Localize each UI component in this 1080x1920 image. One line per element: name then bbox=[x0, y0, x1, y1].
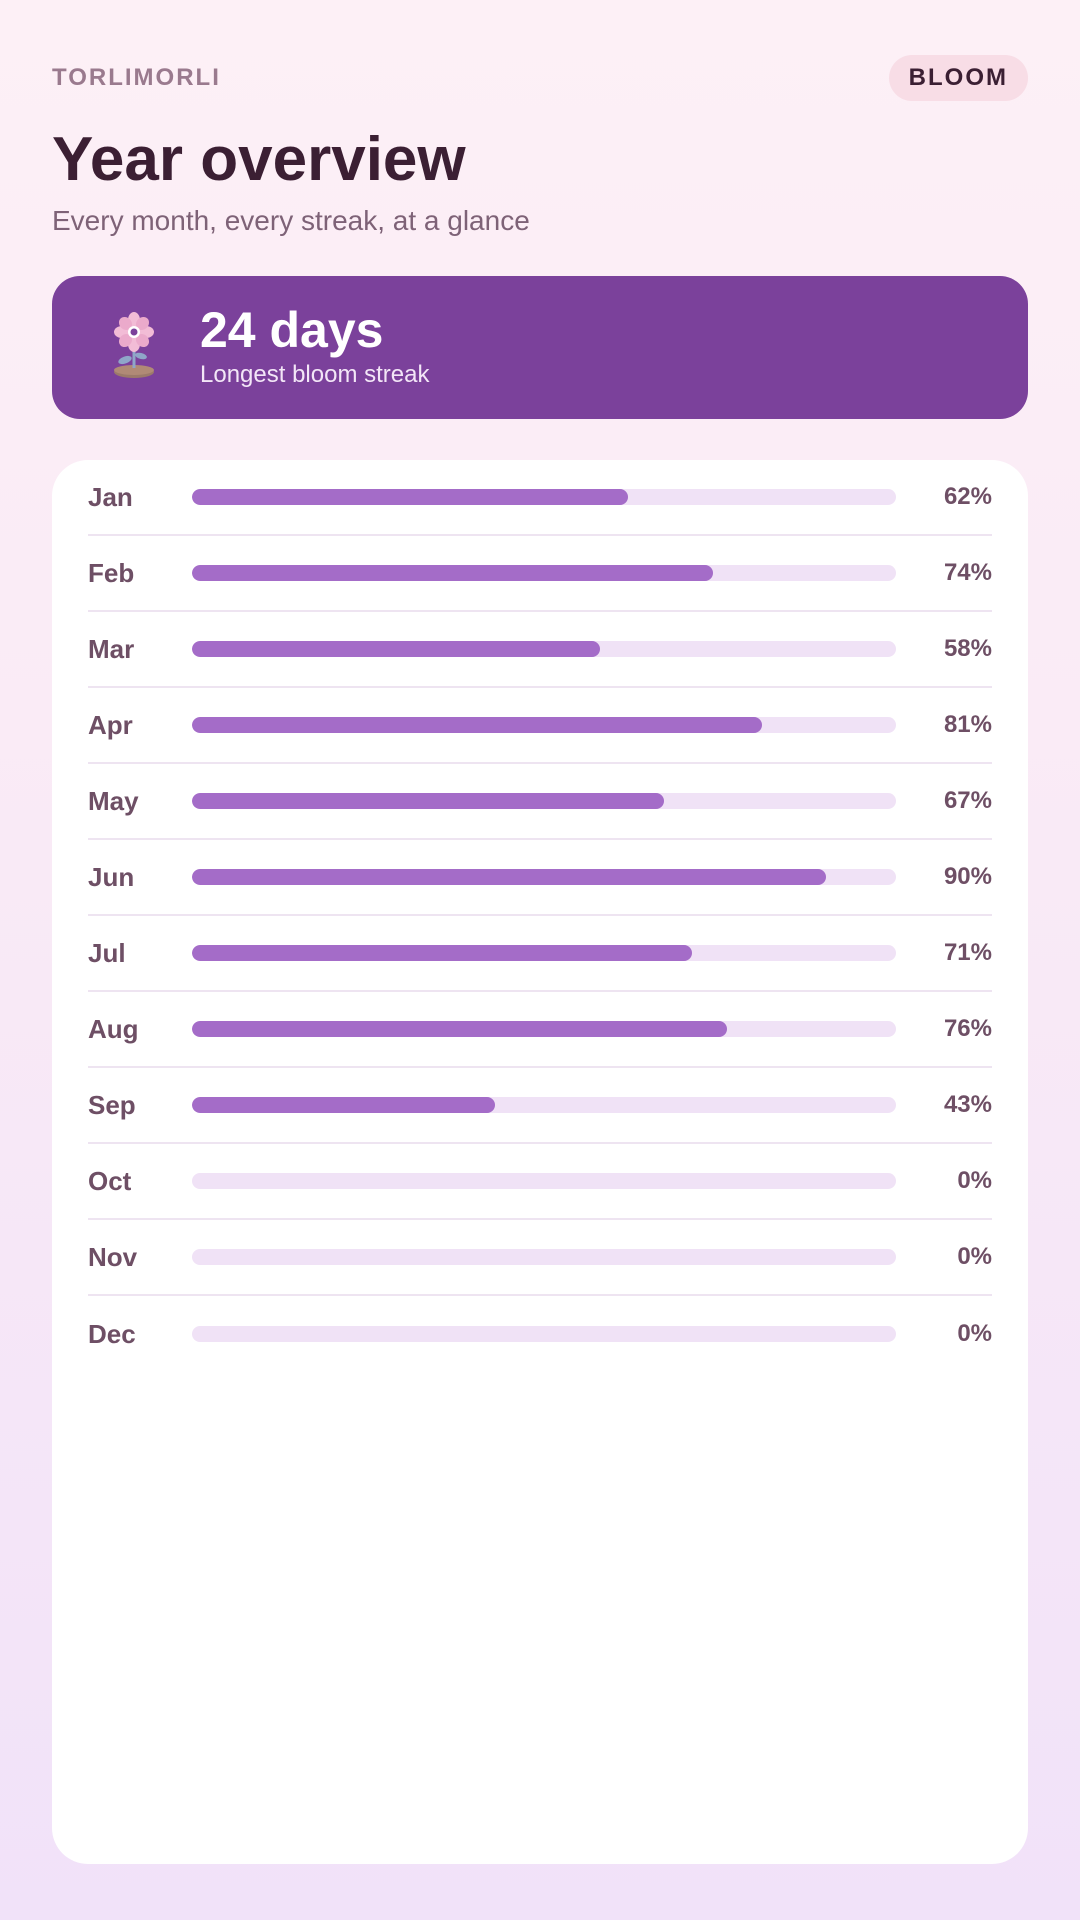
progress-fill bbox=[192, 1097, 495, 1113]
month-name: Jul bbox=[88, 937, 126, 968]
month-row-nov[interactable] bbox=[88, 1220, 992, 1296]
month-percent: 74% bbox=[943, 559, 992, 586]
progress-fill bbox=[192, 641, 600, 657]
page-title: Year overview bbox=[52, 125, 466, 194]
month-percent: 67% bbox=[943, 787, 992, 814]
progress-track bbox=[192, 489, 896, 505]
month-name: Jun bbox=[88, 861, 135, 892]
month-name: Nov bbox=[88, 1241, 138, 1272]
month-row-apr[interactable] bbox=[88, 688, 992, 764]
streak-label: Longest bloom streak bbox=[200, 361, 430, 388]
month-percent: 0% bbox=[957, 1243, 992, 1270]
progress-fill bbox=[192, 869, 826, 885]
month-percent: 0% bbox=[957, 1320, 992, 1347]
month-row-mar[interactable] bbox=[88, 612, 992, 688]
month-row-feb[interactable] bbox=[88, 536, 992, 612]
month-name: Sep bbox=[88, 1089, 136, 1120]
month-percent: 58% bbox=[943, 635, 992, 662]
progress-fill bbox=[192, 489, 628, 505]
flower-icon bbox=[106, 310, 162, 386]
progress-track bbox=[192, 565, 896, 581]
month-percent: 76% bbox=[943, 1015, 992, 1042]
month-row-aug[interactable] bbox=[88, 992, 992, 1068]
month-row-sep[interactable] bbox=[88, 1068, 992, 1144]
month-name: Dec bbox=[88, 1318, 136, 1349]
month-percent: 0% bbox=[957, 1167, 992, 1194]
progress-fill bbox=[192, 1021, 727, 1037]
month-name: Feb bbox=[88, 557, 135, 588]
month-name: Aug bbox=[88, 1013, 139, 1044]
month-name: Oct bbox=[88, 1165, 132, 1196]
month-percent: 90% bbox=[943, 863, 992, 890]
progress-fill bbox=[192, 945, 692, 961]
progress-track bbox=[192, 945, 896, 961]
bloom-badge[interactable]: BLOOM bbox=[889, 55, 1028, 101]
progress-fill bbox=[192, 565, 713, 581]
month-row-jul[interactable] bbox=[88, 916, 992, 992]
brand-name: TORLIMORLI bbox=[52, 64, 221, 91]
month-name: Apr bbox=[88, 709, 133, 740]
progress-track bbox=[192, 1097, 896, 1113]
month-percent: 71% bbox=[943, 939, 992, 966]
streak-card bbox=[52, 276, 1028, 419]
progress-track bbox=[192, 793, 896, 809]
month-name: May bbox=[88, 785, 139, 816]
page-subtitle: Every month, every streak, at a glance bbox=[52, 205, 530, 236]
month-row-may[interactable] bbox=[88, 764, 992, 840]
progress-track bbox=[192, 641, 896, 657]
progress-track bbox=[192, 869, 896, 885]
progress-fill bbox=[192, 717, 762, 733]
month-row-oct[interactable] bbox=[88, 1144, 992, 1220]
progress-fill bbox=[192, 793, 664, 809]
progress-track bbox=[192, 1021, 896, 1037]
month-name: Jan bbox=[88, 481, 133, 512]
progress-track bbox=[192, 717, 896, 733]
month-percent: 43% bbox=[943, 1091, 992, 1118]
months-card bbox=[52, 460, 1028, 1864]
streak-value: 24 days bbox=[200, 302, 384, 358]
progress-track bbox=[192, 1326, 896, 1342]
progress-track bbox=[192, 1249, 896, 1265]
header bbox=[52, 55, 1028, 101]
progress-track bbox=[192, 1173, 896, 1189]
month-name: Mar bbox=[88, 633, 135, 664]
month-row-dec[interactable] bbox=[88, 1296, 992, 1372]
month-percent: 81% bbox=[943, 711, 992, 738]
month-row-jan[interactable] bbox=[88, 460, 992, 536]
month-row-jun[interactable] bbox=[88, 840, 992, 916]
month-percent: 62% bbox=[943, 483, 992, 510]
